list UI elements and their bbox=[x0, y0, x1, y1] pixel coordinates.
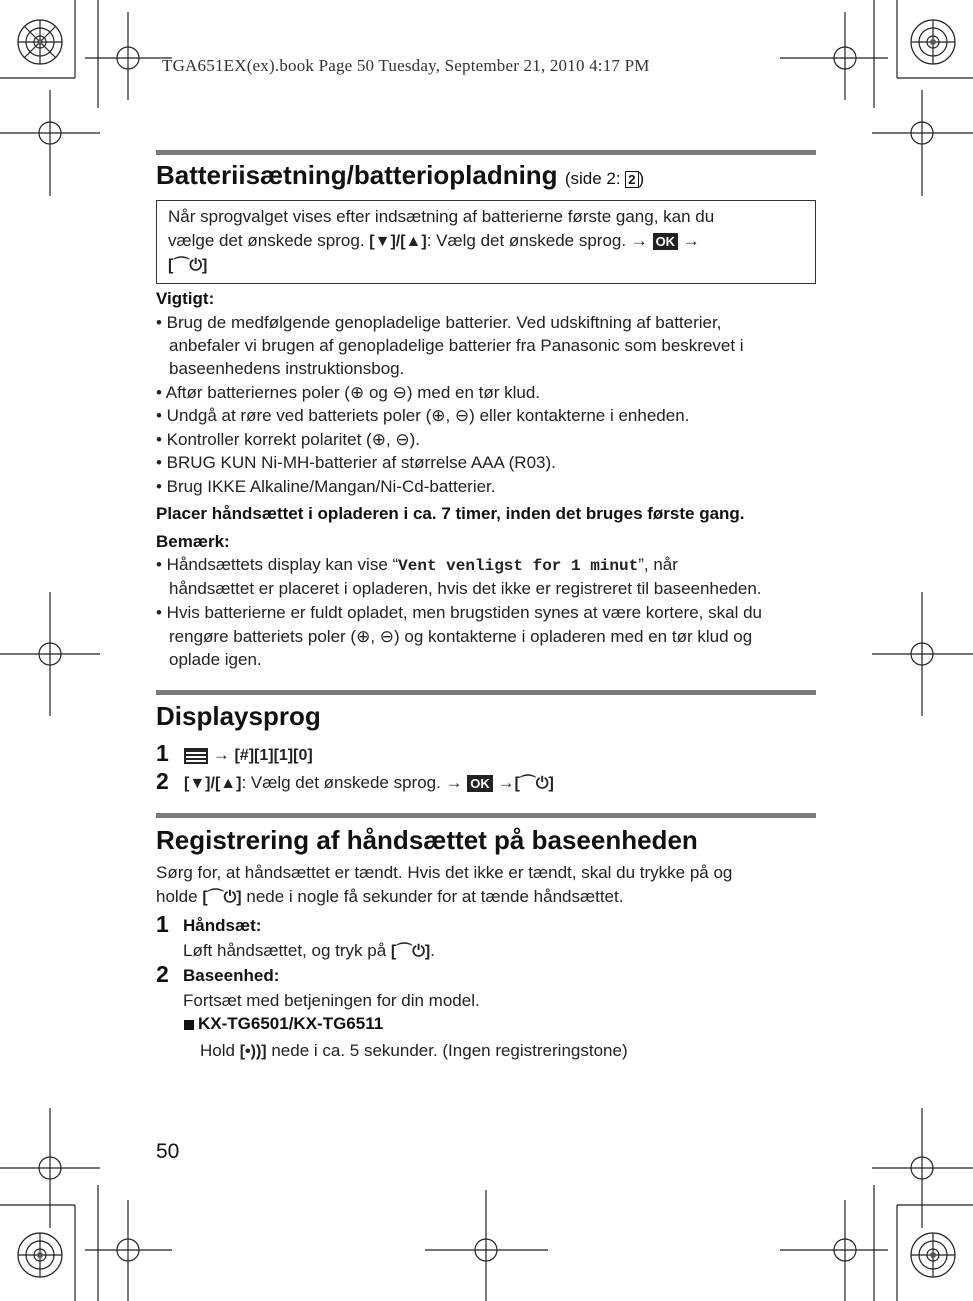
section-rule bbox=[156, 690, 816, 695]
bemaerk-item-1 bbox=[156, 554, 678, 577]
arrow-keys: [▼]/[▲] bbox=[369, 233, 427, 250]
step-number: 1 bbox=[156, 911, 169, 937]
section-title-text: Batteriisætning/batteriopladning bbox=[156, 160, 558, 190]
off-key-icon: [⌒⏻] bbox=[390, 943, 431, 960]
bullet-square-icon bbox=[184, 1020, 194, 1030]
page-ref-prefix: (side 2: bbox=[564, 169, 626, 188]
print-header: TGA651EX(ex).book Page 50 Tuesday, September 21, 2010 4:17 PM bbox=[162, 56, 650, 75]
bemaerk-item-2-cont: oplade igen. bbox=[169, 650, 262, 669]
section-title-displaysprog: Displaysprog bbox=[156, 701, 321, 731]
step-1-label: Håndsæt: bbox=[183, 916, 262, 935]
vigtigt-label: Vigtigt: bbox=[156, 289, 215, 308]
vigtigt-item-4: • Kontroller korrekt polaritet (⊕, ⊖). bbox=[156, 430, 421, 449]
page-ref bbox=[565, 169, 644, 188]
page-ref-suffix: ) bbox=[638, 169, 645, 188]
locator-key-icon: [•))] bbox=[239, 1043, 267, 1060]
bemaerk-item-1-cont: håndsættet er placeret i opladeren, hvis det ikke er registreret til baseenheden. bbox=[169, 579, 762, 598]
ok-soft-key: OK bbox=[467, 775, 493, 792]
step-1-text bbox=[183, 940, 435, 963]
hold-pre: Hold bbox=[200, 1041, 240, 1060]
note-line-2 bbox=[168, 230, 700, 253]
step-2-text: Fortsæt med betjeningen for din model. bbox=[183, 991, 480, 1010]
hold-line bbox=[200, 1040, 628, 1063]
bemaerk-label: Bemærk: bbox=[156, 532, 230, 551]
step-2-label: Baseenhed: bbox=[183, 966, 280, 985]
off-key-icon: [⌒⏻] bbox=[202, 889, 242, 906]
vigtigt-item-5: • BRUG KUN Ni-MH-batterier af størrelse AAA (R03). bbox=[156, 453, 556, 472]
arrow-keys: [▼]/[▲] bbox=[184, 775, 242, 792]
placer-line: Placer håndsættet i opladeren i ca. 7 timer, inden det bruges første gang. bbox=[156, 504, 745, 523]
note-line-3 bbox=[168, 254, 207, 277]
page-ref-box: 2 bbox=[625, 171, 638, 188]
arrow-icon: → bbox=[682, 231, 700, 250]
off-key-icon: [⌒⏻] bbox=[168, 257, 208, 274]
step-number: 2 bbox=[156, 768, 169, 794]
bemaerk-item-1-post: ”, når bbox=[638, 555, 678, 574]
step-2-text: : Vælg det ønskede sprog. → bbox=[241, 773, 463, 792]
note-line-2-text: vælge det ønskede sprog. bbox=[168, 231, 370, 250]
section-rule bbox=[156, 813, 816, 818]
section-title-registrering: Registrering af håndsættet på baseenheden bbox=[156, 825, 698, 855]
step-number: 2 bbox=[156, 961, 169, 987]
menu-icon bbox=[184, 748, 208, 764]
display-message: Vent venligst for 1 minut bbox=[398, 557, 639, 575]
arrow-icon: → bbox=[497, 773, 515, 792]
step-1-pre: Løft håndsættet, og tryk på bbox=[183, 941, 391, 960]
vigtigt-item-6: • Brug IKKE Alkaline/Mangan/Ni-Cd-batterier. bbox=[156, 477, 496, 496]
off-key-icon: [⌒⏻] bbox=[514, 775, 554, 792]
note-line-2-rest: : Vælg det ønskede sprog. → bbox=[426, 231, 653, 250]
bemaerk-item-1-pre: • Håndsættets display kan vise “ bbox=[156, 555, 399, 574]
page-number: 50 bbox=[156, 1140, 180, 1163]
arrow-icon: → bbox=[212, 745, 230, 764]
intro-2-post: nede i nogle få sekunder for at tænde håndsættet. bbox=[241, 887, 624, 906]
vigtigt-item-2: • Aftør batteriernes poler (⊕ og ⊖) med en tør klud. bbox=[156, 383, 541, 402]
vigtigt-item-1-cont: baseenhedens instruktionsbog. bbox=[169, 359, 405, 378]
section-title-batteries bbox=[156, 160, 644, 191]
note-line-1: Når sprogvalget vises efter indsætning af batterierne første gang, kan du bbox=[168, 207, 715, 226]
step-1-post: . bbox=[430, 941, 435, 960]
vigtigt-item-1-cont: anbefaler vi brugen af genopladelige batterier fra Panasonic som beskrevet i bbox=[169, 336, 744, 355]
model-name: KX-TG6501/KX-TG6511 bbox=[198, 1014, 384, 1033]
registrering-intro-1: Sørg for, at håndsættet er tændt. Hvis det ikke er tændt, skal du trykke på og bbox=[156, 863, 733, 882]
hold-post: nede i ca. 5 sekunder. (Ingen registreringstone) bbox=[266, 1041, 628, 1060]
ok-soft-key: OK bbox=[653, 233, 679, 250]
vigtigt-item-3: • Undgå at røre ved batteriets poler (⊕, ⊖) eller kontakterne i enheden. bbox=[156, 406, 690, 425]
displaysprog-step-2 bbox=[184, 772, 554, 795]
step-number: 1 bbox=[156, 740, 169, 766]
registrering-intro-2 bbox=[156, 886, 623, 909]
vigtigt-item-1: • Brug de medfølgende genopladelige batterier. Ved udskiftning af batterier, bbox=[156, 313, 722, 332]
bemaerk-item-2: • Hvis batterierne er fuldt opladet, men brugstiden synes at være kortere, skal du bbox=[156, 603, 762, 622]
displaysprog-step-1 bbox=[184, 744, 313, 767]
model-line bbox=[184, 1013, 383, 1035]
bemaerk-item-2-cont: rengøre batteriets poler (⊕, ⊖) og kontakterne i opladeren med en tør klud og bbox=[169, 627, 753, 646]
section-rule bbox=[156, 150, 816, 155]
intro-2-pre: holde bbox=[156, 887, 203, 906]
key-sequence: [#][1][1][0] bbox=[234, 747, 313, 764]
